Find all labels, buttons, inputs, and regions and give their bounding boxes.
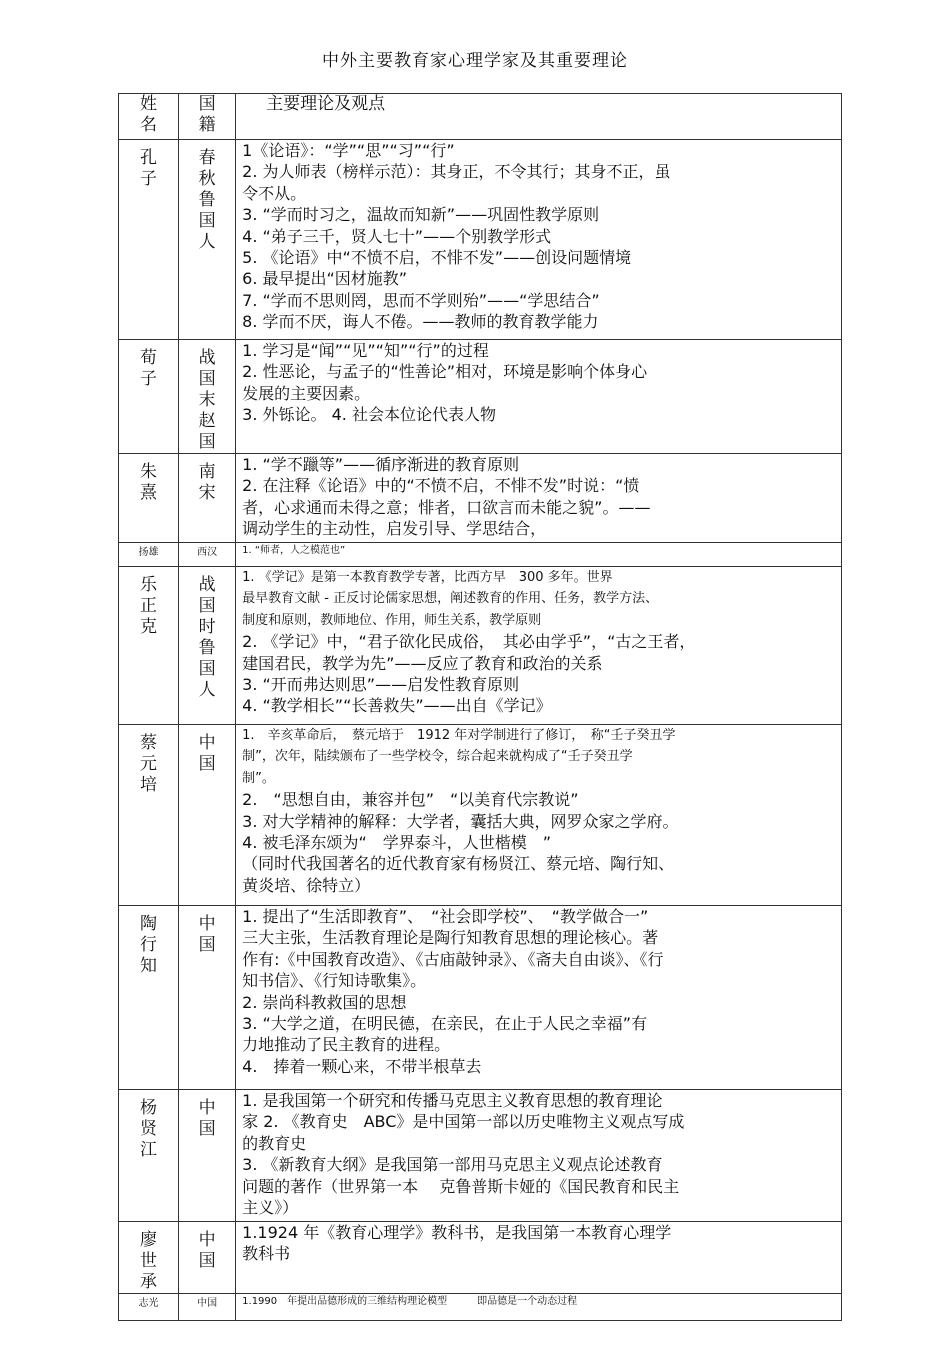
educator-name [119,1090,178,1161]
theory-cell [236,725,842,906]
nationality-cell [179,725,236,906]
theory-cell [236,543,842,567]
educator-name-char: 朱 [140,462,158,482]
educator-name-char: 培 [140,775,158,795]
theory-line: 3. “大学之道，在明民德，在亲民，在止于人民之幸福”有 [242,1014,648,1034]
educator-name [119,906,178,977]
theory-line: 3. “开而弗达则思”——启发性教育原则 [242,675,520,695]
educator-nationality [179,340,235,453]
educator-nationality-char: 南 [198,462,216,482]
nationality-cell [179,543,236,567]
educator-name-char: 知 [140,956,158,976]
name-cell [119,567,179,725]
nationality-cell [179,140,236,340]
header-name-char: 姓 [140,94,158,114]
name-cell [119,140,179,340]
theory-lines [236,567,841,717]
header-nationality-cell [179,94,236,140]
theory-cell [236,567,842,725]
theory-line: 1. 提出了“生活即教育”、 “社会即学校”、 “教学做合一” [242,907,649,926]
theory-line: 1. 学习是“闻”“见”“知”“行”的过程 [242,341,489,360]
theory-line: 1. 《学记》是第一本教育教学专著，比西方早 300 多年。世界 [242,570,613,585]
theory-line: 7. “学而不思则罔，思而不学则殆”——“学思结合” [242,290,600,310]
theory-line: 4. 捧着一颗心来，不带半根草去 [242,1056,482,1076]
educator-name-char: 熹 [140,483,158,503]
educator-name-char: 贤 [140,1119,158,1139]
educator-nationality-char: 战 [198,348,216,368]
theory-lines [236,1222,841,1265]
educator-nationality-char: 国 [198,754,216,774]
name-cell [119,1294,179,1321]
educator-name [119,340,178,390]
theory-cell [236,1222,842,1294]
theory-line: 8. 学而不厌，诲人不倦。——教师的教育教学能力 [242,312,599,332]
theory-cell [236,1090,842,1222]
theory-line: 制度和原则，教师地位、作用，师生关系，教学原则 [242,612,542,628]
theory-line: 1.1924 年《教育心理学》教科书，是我国第一本教育心理学 [242,1223,672,1242]
nationality-cell [179,1090,236,1222]
educator-name-char: 元 [140,754,158,774]
table-row [119,340,842,454]
header-nationality [179,94,235,136]
name-cell [119,1222,179,1294]
theory-lines [236,140,841,333]
theory-line: 令不从。 [242,183,307,203]
educator-name-char: 杨 [140,1098,158,1118]
theory-line: 4. “弟子三千，贤人七十”——个别教学形式 [242,226,552,246]
educator-nationality-char: 国 [198,432,216,452]
theory-line: 作有:《中国教育改造》、《古庙敲钟录》、《斋夫自由谈》、《行 [242,949,664,969]
educator-nationality [179,567,235,701]
table-row [119,725,842,906]
theory-lines [236,906,841,1077]
educator-nationality-char: 战 [198,575,216,595]
educator-name-char: 克 [140,617,158,637]
theory-line: 主义》） [242,1198,299,1218]
header-name-cell [119,94,179,140]
theory-line: 1. 辛亥革命后， 蔡元培于 1912 年对学制进行了修订， 称“壬子癸丑学 [242,728,676,743]
educator-nationality-char: 春 [198,148,216,168]
theory-lines [236,340,841,426]
nationality-cell [179,1222,236,1294]
name-cell [119,906,179,1090]
educators-table [118,93,842,1321]
theory-line: 3. 外铄论。 4. 社会本位论代表人物 [242,405,496,425]
theory-line: 调动学生的主动性，启发引导、学思结合， [242,519,547,539]
theory-line: 2. 在注释《论语》中的“不愤不启，不悱不发”时说：“愤 [242,476,640,496]
theory-line: 1. 是我国第一个研究和传播马克思主义教育思想的教育理论 [242,1091,663,1110]
theory-lines [236,1294,841,1309]
educator-name-char: 子 [140,169,158,189]
theory-line: 知书信》、《行知诗歌集》。 [242,971,427,991]
header-content: 主要理论及观点 [266,94,386,114]
name-cell [119,454,179,543]
theory-cell [236,140,842,340]
table-row [119,567,842,725]
theory-line: 2. “思想自由，兼容并包” “以美育代宗教说” [242,790,579,810]
educator-name-char: 世 [140,1251,158,1271]
educator-name [119,140,178,190]
theory-line: 三大主张，生活教育理论是陶行知教育思想的理论核心。著 [242,928,659,948]
educator-nationality-char: 鲁 [198,190,216,210]
nationality-cell [179,906,236,1090]
educator-nationality [179,725,235,775]
name-cell [119,1090,179,1222]
educator-nationality [179,454,235,504]
educator-nationality: 西汉 [197,547,218,558]
theory-line: （同时代我国著名的近代教育家有杨贤江、蔡元培、陶行知、 [242,854,675,874]
name-cell [119,725,179,906]
educator-nationality-char: 人 [198,680,216,700]
table-row [119,543,842,567]
educator-nationality [179,906,235,956]
educator-name-char: 孔 [140,148,158,168]
theory-lines [236,454,841,540]
theory-line: 5. 《论语》中“不愤不启，不悱不发”——创设问题情境 [242,248,632,268]
educator-name: 扬雄 [138,547,159,558]
table-row [119,140,842,340]
educator-nationality-char: 国 [198,596,216,616]
educator-name [119,454,178,504]
theory-line: 3. 对大学精神的解释：大学者，囊括大典，网罗众家之学府。 [242,811,679,831]
table-row [119,1294,842,1321]
theory-line: 4. 被毛泽东颂为“ 学界泰斗，人世楷模 ” [242,833,552,853]
educator-nationality-char: 时 [198,617,216,637]
educator-nationality-char: 宋 [198,483,216,503]
educator-nationality-char: 国 [198,935,216,955]
theory-cell [236,340,842,454]
table-row [119,1222,842,1294]
educator-nationality-char: 中 [198,914,216,934]
educator-name-char: 承 [140,1272,158,1292]
nationality-cell [179,454,236,543]
educator-nationality-char: 国 [198,659,216,679]
educator-name-char: 行 [140,935,158,955]
theory-line: 制”。 [242,770,275,786]
theory-line: 家 2. 《教育史 ABC》是中国第一部以历史唯物主义观点写成 [242,1112,685,1132]
theory-line: 力地推动了民主教育的进程。 [242,1035,451,1055]
theory-line: 4. “教学相长”“长善救失”——出自《学记》 [242,696,552,716]
educator-name [119,567,178,638]
educator-name-char: 乐 [140,575,158,595]
name-cell [119,340,179,454]
educator-nationality-char: 国 [198,369,216,389]
educator-nationality-char: 中 [198,733,216,753]
theory-cell [236,454,842,543]
educator-name-char: 陶 [140,914,158,934]
nationality-cell [179,567,236,725]
theory-line: 2. 为人师表（榜样示范）：其身正，不令其行；其身不正，虽 [242,162,671,182]
educator-nationality-char: 中 [198,1230,216,1250]
theory-line: 6. 最早提出“因材施教” [242,269,408,289]
theory-line: 2. 《学记》中，“君子欲化民成俗， 其必由学乎”，“古之王者， [242,632,696,652]
theory-line: 建国君民，教学为先”——反应了教育和政治的关系 [242,653,603,673]
theory-line: 2. 崇尚科教救国的思想 [242,992,407,1012]
educator-name [119,725,178,796]
theory-line: 黄炎培、徐特立） [242,875,371,895]
table-row [119,1090,842,1222]
theory-line: 1《论语》：“学”“思”“习”“行” [242,141,455,160]
educator-nationality-char: 国 [198,211,216,231]
educator-nationality-char: 末 [198,390,216,410]
educator-nationality-char: 鲁 [198,638,216,658]
educator-nationality-char: 赵 [198,411,216,431]
theory-line: 者，心求通而未得之意；悱者，口欲言而未能之貌”。—— [242,497,651,517]
table-row [119,454,842,543]
theory-line: 1.1990 年提出品德形成的三维结构理论模型 即品德是一个动态过程 [242,1296,578,1307]
theory-line: 问题的著作（世界第一本 克鲁普斯卡娅的《国民教育和民主 [242,1176,680,1196]
theory-lines [236,1090,841,1218]
educator-name: 志光 [138,1298,159,1309]
page-title: 中外主要教育家心理学家及其重要理论 [322,51,628,71]
educator-name-char: 荀 [140,348,158,368]
header-name [119,94,178,136]
theory-lines [236,725,841,896]
theory-line: 的教育史 [242,1133,307,1153]
header-content-cell [236,94,842,140]
educator-nationality-char: 国 [198,1119,216,1139]
educator-name-char: 蔡 [140,733,158,753]
theory-line: 2. 性恶论，与孟子的“性善论”相对，环境是影响个体身心 [242,362,648,382]
theory-line: 1. “学不躐等”——循序渐进的教育原则 [242,455,520,474]
header-nationality-char: 籍 [198,115,216,135]
educator-nationality-char: 人 [198,232,216,252]
theory-line: 制”，次年，陆续颁布了一些学校令，综合起来就构成了“壬子癸丑学 [242,749,633,765]
nationality-cell [179,1294,236,1321]
educator-nationality-char: 中 [198,1098,216,1118]
table-header-row [119,94,842,140]
header-nationality-char: 国 [198,94,216,114]
educator-nationality [179,1222,235,1272]
name-cell [119,543,179,567]
table-row [119,906,842,1090]
theory-line: 3. “学而时习之，温故而知新”——巩固性教学原则 [242,205,600,225]
educator-name-char: 正 [140,596,158,616]
educator-nationality: 中国 [197,1298,218,1309]
educator-name [119,1222,178,1293]
educator-nationality [179,140,235,253]
theory-line: 教科书 [242,1244,291,1264]
theory-cell [236,1294,842,1321]
theory-lines [236,543,841,558]
educator-name-char: 子 [140,369,158,389]
theory-line: 3. 《新教育大纲》是我国第一部用马克思主义观点论述教育 [242,1155,663,1175]
educator-name-char: 廖 [140,1230,158,1250]
theory-line: 1. “师者，人之模范也” [242,545,346,556]
educator-nationality-char: 国 [198,1251,216,1271]
educator-nationality-char: 秋 [198,169,216,189]
nationality-cell [179,340,236,454]
theory-line: 发展的主要因素。 [242,383,371,403]
theory-line: 最早教育文献 - 正反讨论儒家思想，阐述教育的作用、任务，教学方法、 [242,591,659,607]
header-name-char: 名 [140,115,158,135]
educator-nationality [179,1090,235,1140]
theory-cell [236,906,842,1090]
educator-name-char: 江 [140,1140,158,1160]
